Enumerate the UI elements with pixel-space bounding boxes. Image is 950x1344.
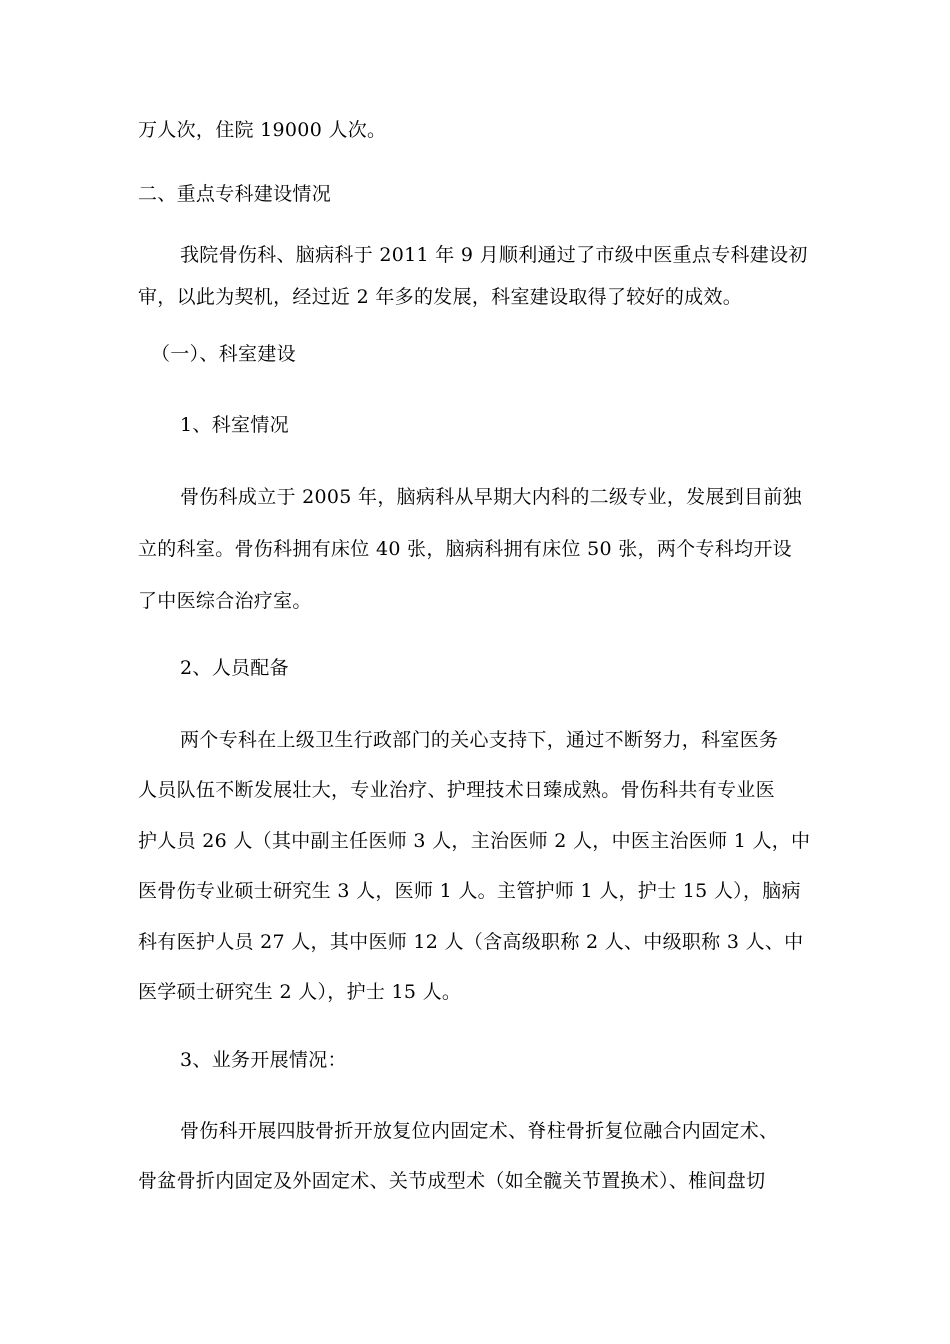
text-line: 骨伤科开展四肢骨折开放复位内固定术、脊柱骨折复位融合内固定术、 (180, 1120, 779, 1142)
text-line: 了中医综合治疗室。 (138, 590, 312, 612)
text-line: 医学硕士研究生 2 人），护士 15 人。 (138, 981, 462, 1003)
item-heading: 1、科室情况 (180, 414, 289, 436)
text-line: 立的科室。骨伤科拥有床位 40 张，脑病科拥有床位 50 张，两个专科均开设 (138, 538, 792, 560)
text-line: 两个专科在上级卫生行政部门的关心支持下，通过不断努力，科室医务 (180, 729, 779, 751)
subsection-heading: （一）、科室建设 (151, 343, 296, 365)
text-line: 科有医护人员 27 人，其中医师 12 人（含高级职称 2 人、中级职称 3 人、中 (138, 931, 804, 953)
text-line: 医骨伤专业硕士研究生 3 人，医师 1 人。主管护师 1 人，护士 15 人），脑病 (138, 880, 801, 902)
text-line: 骨伤科成立于 2005 年，脑病科从早期大内科的二级专业，发展到目前独 (180, 486, 802, 508)
item-heading: 2、人员配备 (180, 657, 289, 679)
text-line: 护人员 26 人（其中副主任医师 3 人，主治医师 2 人，中医主治医师 1 人，中 (138, 830, 811, 852)
text-line: 审，以此为契机，经过近 2 年多的发展，科室建设取得了较好的成效。 (138, 286, 743, 308)
text-line: 我院骨伤科、脑病科于 2011 年 9 月顺利通过了市级中医重点专科建设初 (180, 244, 808, 266)
text-line: 骨盆骨折内固定及外固定术、关节成型术（如全髋关节置换术）、椎间盘切 (138, 1170, 766, 1192)
section-heading: 二、重点专科建设情况 (138, 183, 332, 205)
item-heading: 3、业务开展情况： (180, 1049, 347, 1071)
text-line: 万人次，住院 19000 人次。 (138, 119, 387, 141)
text-line: 人员队伍不断发展壮大，专业治疗、护理技术日臻成熟。骨伤科共有专业医 (138, 779, 775, 801)
